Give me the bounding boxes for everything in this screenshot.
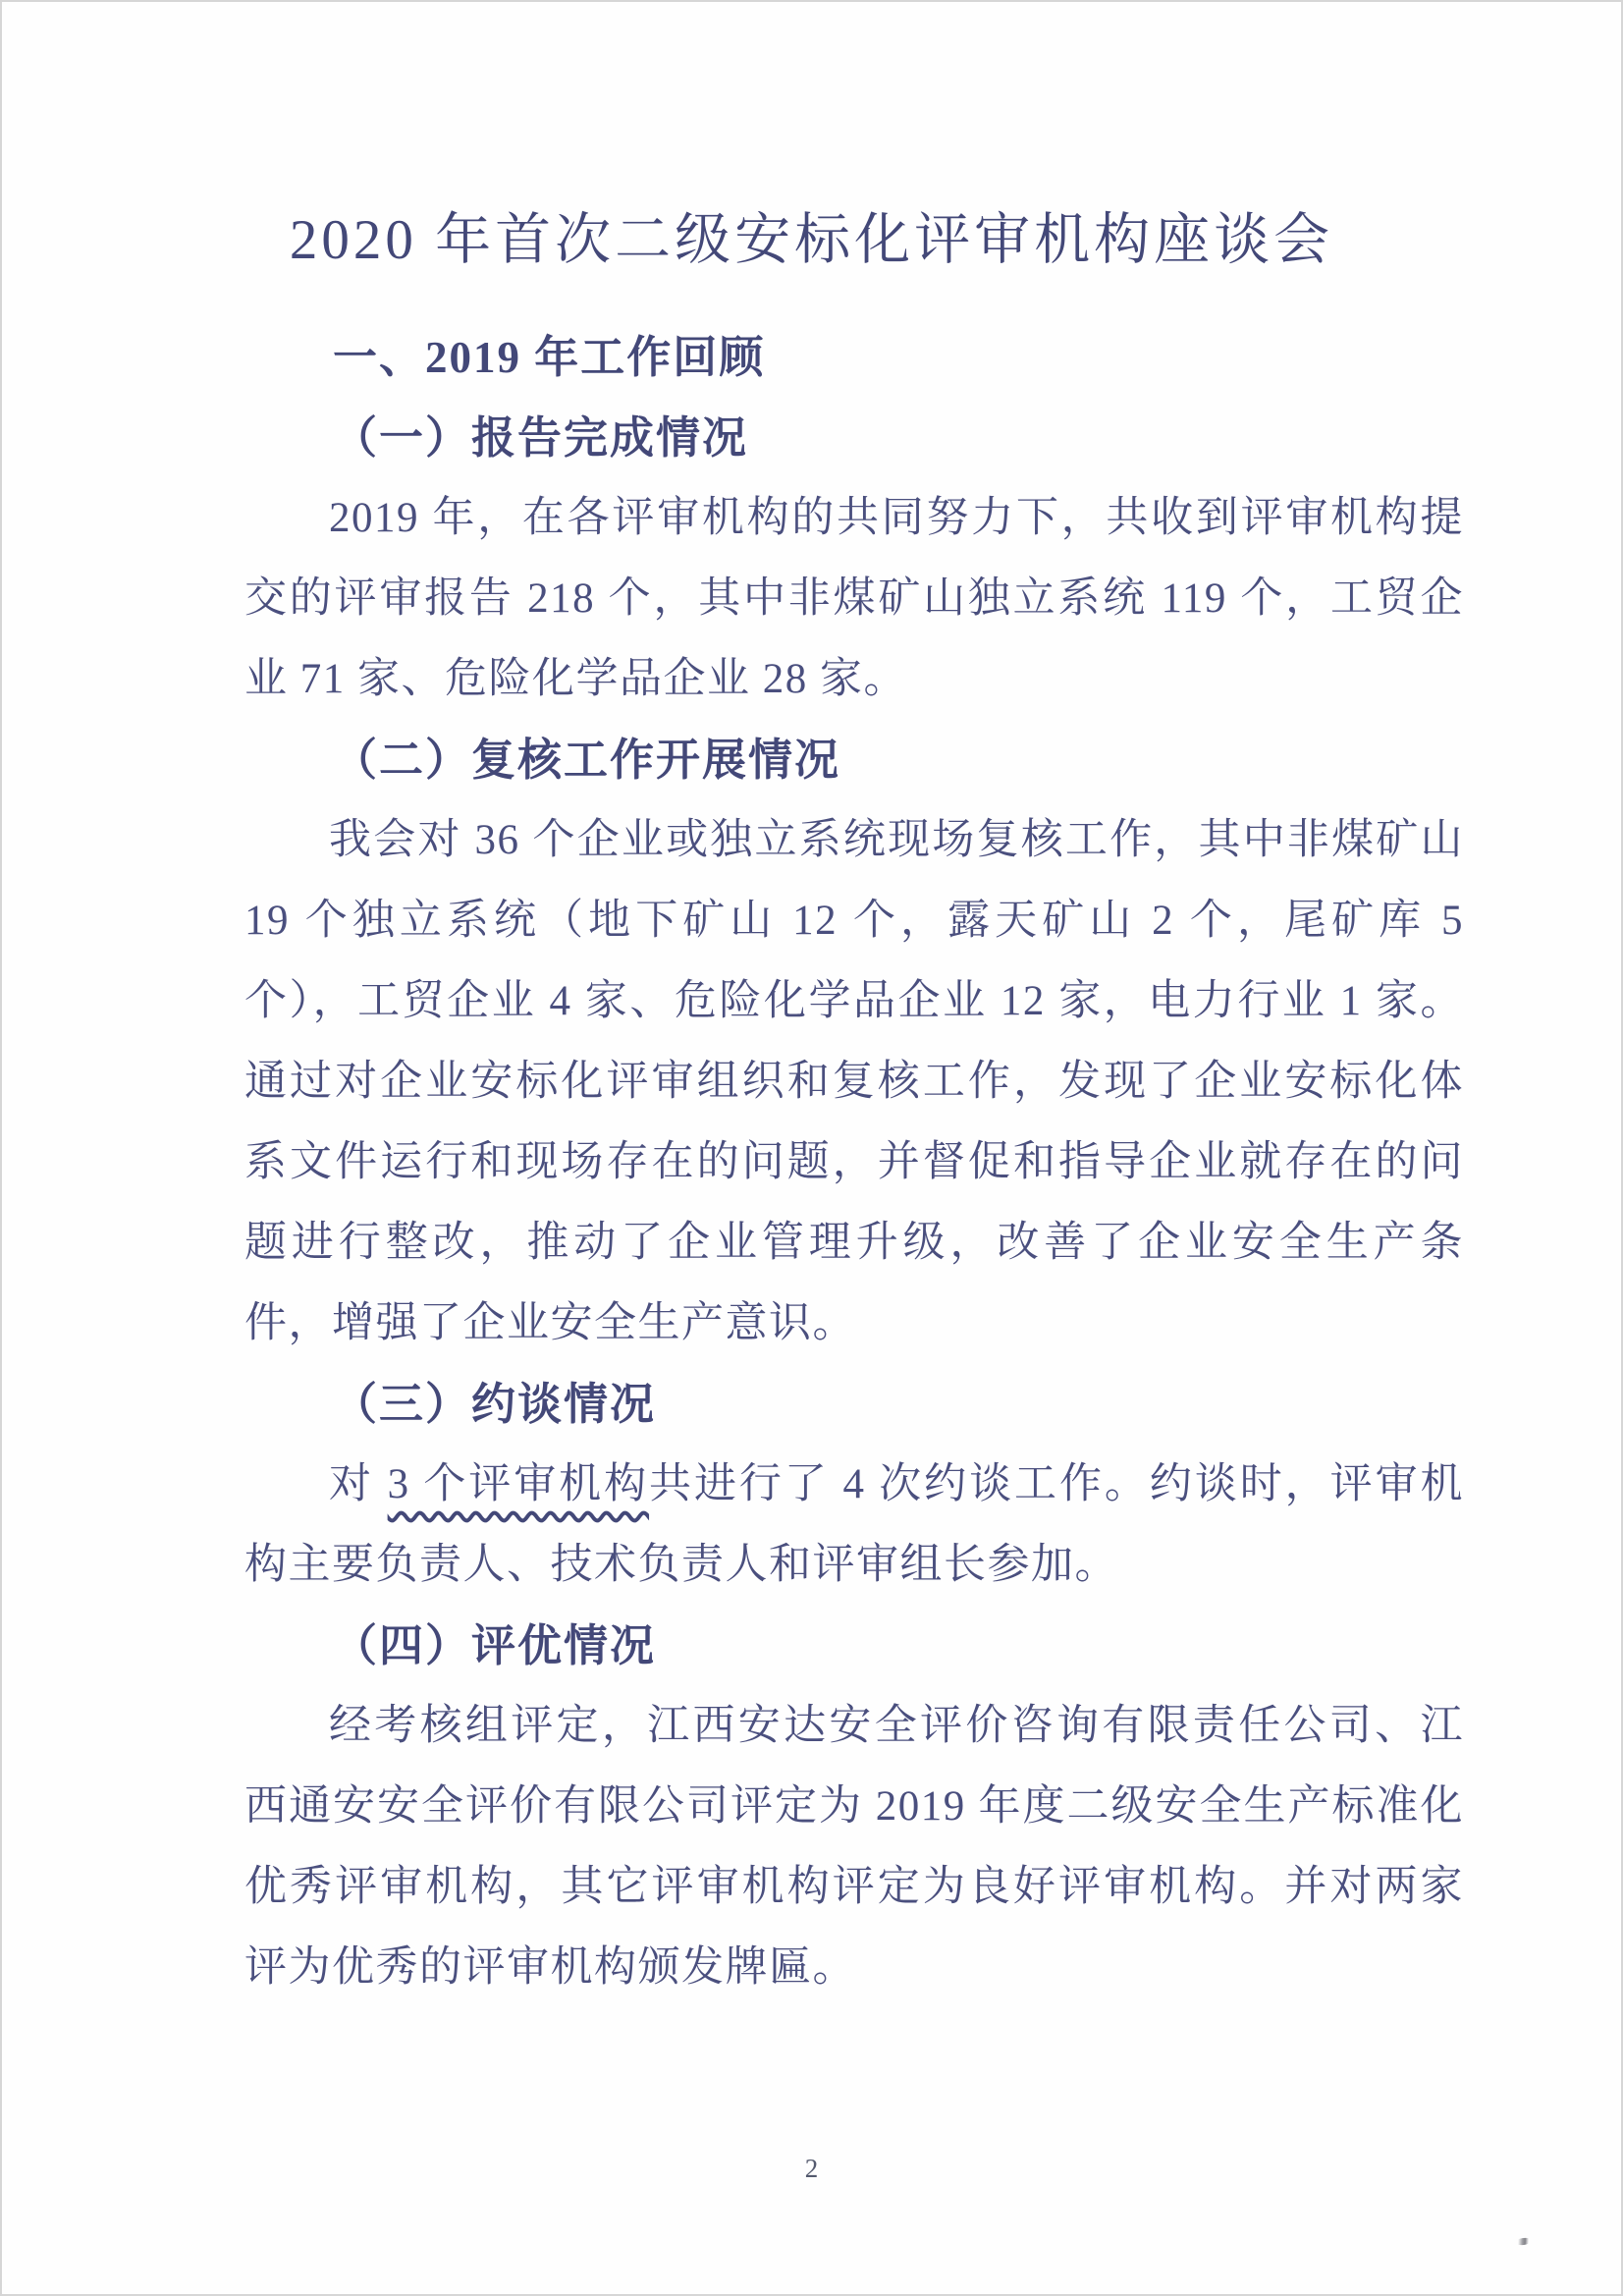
text-run: （二）复核工作开展情况 xyxy=(333,736,841,785)
section-heading-1 xyxy=(244,317,1464,398)
text-run: 一、2019 年工作回顾 xyxy=(333,333,766,382)
subsection-heading-3 xyxy=(244,1364,1464,1445)
document-body xyxy=(2,278,1621,2008)
text-run: （三）约谈情况 xyxy=(333,1380,657,1429)
text-run: 对 xyxy=(329,1461,388,1507)
ink-artifact-mark xyxy=(1515,2237,1533,2246)
text-run: （四）评优情况 xyxy=(333,1621,657,1670)
paragraph-interview xyxy=(244,1445,1464,1606)
page-number: 2 xyxy=(804,2154,819,2183)
document-title: 2020 年首次二级安标化评审机构座谈会 xyxy=(289,209,1334,271)
text-run: 我会对 36 个企业或独立系统现场复核工作，其中非煤矿山 19 个独立系统（地下矿山 12 个，露天矿山 2 个，尾矿库 5 个），工贸企业 4 家、危险化学品企业 12 家，电力行业 1 家。通过对企业安标化评审组织和复核工作，发现了企业安标化体系文件运行和现场存在的问题，并督促和指导企业就存在的问题进行整改，推动了企业管理升级，改善了企业安全生产条件，增强了企业安全生产意识。 xyxy=(244,817,1464,1346)
text-run: 共进行了 4 次约谈工作。约谈时，评审机构主要负责人、技术负责人和评审组长参加。 xyxy=(244,1461,1465,1588)
subsection-heading-1 xyxy=(244,398,1464,478)
text-run: 2019 年，在各评审机构的共同努力下，共收到评审机构提交的评审报告 218 个，其中非煤矿山独立系统 119 个，工贸企业 71 家、危险化学品企业 28 家。 xyxy=(244,495,1464,702)
paragraph-excellence-rating xyxy=(244,1686,1464,2008)
subsection-heading-2 xyxy=(244,720,1464,800)
text-run: 经考核组评定，江西安达安全评价咨询有限责任公司、江西通安安全评价有限公司评定为 2019 年度二级安全生产标准化优秀评审机构，其它评审机构评定为良好评审机构。并对两家评为优秀的评审机构颁发牌匾。 xyxy=(244,1703,1464,1991)
paragraph-report-completion xyxy=(244,478,1464,720)
text-run: （一）报告完成情况 xyxy=(333,413,749,463)
wavy-underlined-text: 3 个评审机构 xyxy=(387,1461,650,1507)
paragraph-review-work xyxy=(244,800,1464,1364)
subsection-heading-4 xyxy=(244,1606,1464,1686)
